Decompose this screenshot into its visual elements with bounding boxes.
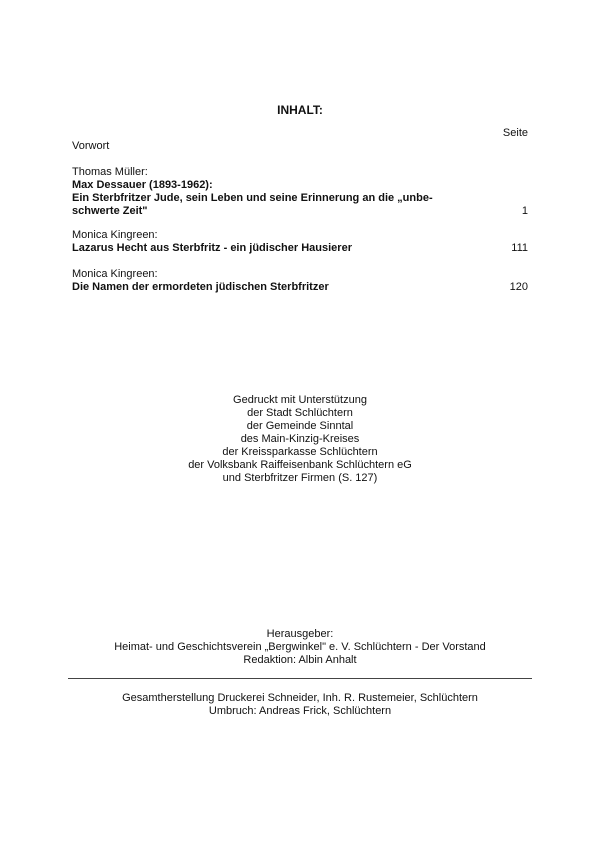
sponsor-credits xyxy=(0,394,600,485)
divider xyxy=(68,678,532,679)
toc-entry-page: 111 xyxy=(511,242,528,254)
toc-entry xyxy=(72,268,528,294)
contents-heading: INHALT: xyxy=(277,103,323,117)
sponsor-line: der Gemeinde Sinntal xyxy=(246,420,354,432)
sponsor-line: der Stadt Schlüchtern xyxy=(247,407,353,419)
page-column-label: Seite xyxy=(502,127,528,139)
toc-entry-title-line: Ein Sterbfritzer Jude, sein Leben und seine Erinnerung an die „unbe- xyxy=(72,192,433,204)
publisher-line: Heimat- und Geschichtsverein „Bergwinkel" e. V. Schlüchtern - Der Vorstand xyxy=(114,641,486,653)
toc-entry-title-line: schwerte Zeit" xyxy=(72,205,148,217)
sponsor-line: Gedruckt mit Unterstützung xyxy=(233,394,367,406)
sponsor-line: des Main-Kinzig-Kreises xyxy=(240,433,360,445)
toc-entry-author: Thomas Müller: xyxy=(72,166,148,178)
publisher-line: Herausgeber: xyxy=(266,628,334,640)
toc-entry-author: Monica Kingreen: xyxy=(72,229,158,241)
toc-entry-title-line: Die Namen der ermordeten jüdischen Sterbfritzer xyxy=(72,281,329,293)
toc-entry-author: Monica Kingreen: xyxy=(72,268,158,280)
toc-entry xyxy=(72,229,528,255)
sponsor-line: der Volksbank Raiffeisenbank Schlüchtern eG xyxy=(188,459,412,471)
toc-entry-page: 1 xyxy=(521,205,528,217)
toc-foreword: Vorwort xyxy=(72,140,110,152)
publisher-credits xyxy=(0,628,600,667)
sponsor-line: der Kreissparkasse Schlüchtern xyxy=(222,446,378,458)
publisher-line: Redaktion: Albin Anhalt xyxy=(243,654,357,666)
toc-entry xyxy=(72,166,528,218)
toc-entry-page: 120 xyxy=(509,281,528,293)
production-credits xyxy=(0,692,600,718)
toc-entry-title-line: Max Dessauer (1893-1962): xyxy=(72,179,213,191)
production-line: Umbruch: Andreas Frick, Schlüchtern xyxy=(208,705,392,717)
sponsor-line: und Sterbfritzer Firmen (S. 127) xyxy=(222,472,378,484)
toc-entry-title-line: Lazarus Hecht aus Sterbfritz - ein jüdischer Hausierer xyxy=(72,242,352,254)
production-line: Gesamtherstellung Druckerei Schneider, Inh. R. Rustemeier, Schlüchtern xyxy=(122,692,478,704)
